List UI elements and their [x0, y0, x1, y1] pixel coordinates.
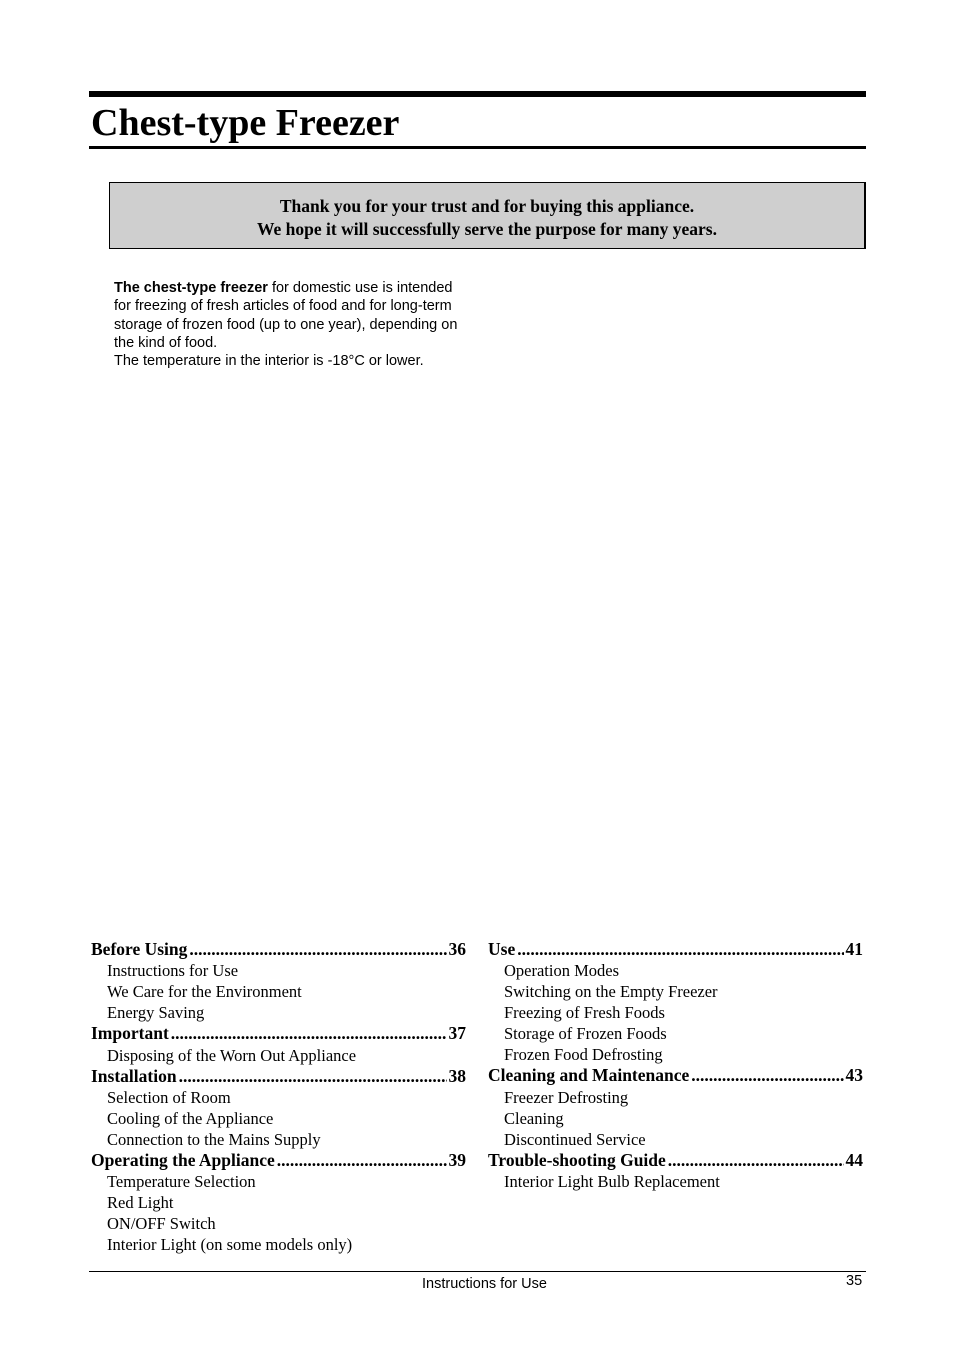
toc-subitem: Interior Light Bulb Replacement	[504, 1171, 720, 1191]
toc-subitem: Cleaning	[504, 1108, 564, 1128]
toc-section-heading	[91, 1150, 466, 1171]
toc-subitem: Cooling of the Appliance	[107, 1108, 274, 1128]
toc-section-heading	[91, 1023, 466, 1044]
intro-lead-bold: The chest-type freezer	[114, 280, 268, 296]
toc-subitem: ON/OFF Switch	[107, 1214, 216, 1234]
toc-page-number: 39	[448, 1149, 466, 1170]
toc-subitem: Temperature Selection	[107, 1172, 256, 1192]
footer-rule	[89, 1271, 866, 1272]
toc-subitem: Freezing of Fresh Foods	[504, 1003, 665, 1023]
page-title: Chest-type Freezer	[91, 102, 400, 144]
toc-left-column	[91, 939, 466, 1255]
toc-section-title: Before Using	[91, 939, 188, 959]
toc-page-number: 44	[845, 1149, 863, 1170]
toc-subitem: Selection of Room	[107, 1087, 231, 1107]
toc-subitem: Discontinued Service	[504, 1129, 646, 1149]
toc-subitem: Interior Light (on some models only)	[107, 1235, 353, 1255]
toc-subitem: Instructions for Use	[107, 961, 239, 981]
thank-you-line-2: We hope it will successfully serve the purpose for many years.	[257, 219, 717, 239]
toc-subitem: Frozen Food Defrosting	[504, 1045, 663, 1065]
intro-lead-rest: for domestic use is intended for freezing of fresh articles of food and for long-term storage of frozen food (up to one year), depending on the kind of food.	[114, 280, 458, 351]
toc-dot-leader	[517, 939, 843, 960]
toc-page-number: 43	[845, 1065, 863, 1086]
toc-subitem: Energy Saving	[107, 1003, 205, 1023]
intro-text	[114, 279, 464, 370]
toc-dot-leader	[171, 1023, 447, 1044]
toc-subitem: Freezer Defrosting	[504, 1087, 629, 1107]
toc-dot-leader	[179, 1066, 447, 1087]
toc-page-number: 37	[448, 1023, 466, 1044]
toc-section-heading	[488, 939, 863, 960]
toc-subitem: Switching on the Empty Freezer	[504, 982, 718, 1002]
page-number: 35	[846, 1273, 863, 1289]
toc-dot-leader	[189, 939, 446, 960]
toc-subitem: Red Light	[107, 1193, 174, 1213]
toc-page-number: 41	[845, 939, 863, 959]
toc-dot-leader	[277, 1150, 447, 1171]
toc-section-title: Use	[488, 939, 516, 959]
toc-section-heading	[488, 1065, 863, 1086]
thank-you-box	[109, 182, 866, 249]
toc-section-heading	[91, 939, 466, 960]
toc-subitem: We Care for the Environment	[107, 982, 302, 1002]
toc-subitem: Operation Modes	[504, 961, 620, 981]
toc-section-title: Trouble-shooting Guide	[488, 1149, 666, 1170]
toc-subitem: Storage of Frozen Foods	[504, 1024, 667, 1044]
toc-page-number: 38	[448, 1065, 466, 1086]
toc-dot-leader	[668, 1150, 844, 1171]
toc-page-number: 36	[448, 939, 466, 959]
toc-section-title: Important	[91, 1023, 169, 1044]
footer-label: Instructions for Use	[422, 1276, 547, 1292]
toc-section-heading	[488, 1150, 863, 1171]
toc-section-title: Cleaning and Maintenance	[488, 1065, 690, 1086]
top-rule	[89, 91, 866, 97]
toc-right-column	[488, 939, 863, 1192]
toc-subitem: Disposing of the Worn Out Appliance	[107, 1045, 357, 1065]
intro-paragraph	[114, 279, 464, 352]
toc-section-heading	[91, 1066, 466, 1087]
toc-subitem: Connection to the Mains Supply	[107, 1129, 321, 1149]
toc-dot-leader	[691, 1065, 843, 1086]
intro-temperature: The temperature in the interior is -18°C or lower.	[114, 353, 424, 370]
toc-section-title: Installation	[91, 1065, 177, 1086]
thank-you-line-1: Thank you for your trust and for buying this appliance.	[279, 196, 695, 216]
toc-section-title: Operating the Appliance	[91, 1149, 275, 1170]
title-underline	[89, 146, 866, 149]
